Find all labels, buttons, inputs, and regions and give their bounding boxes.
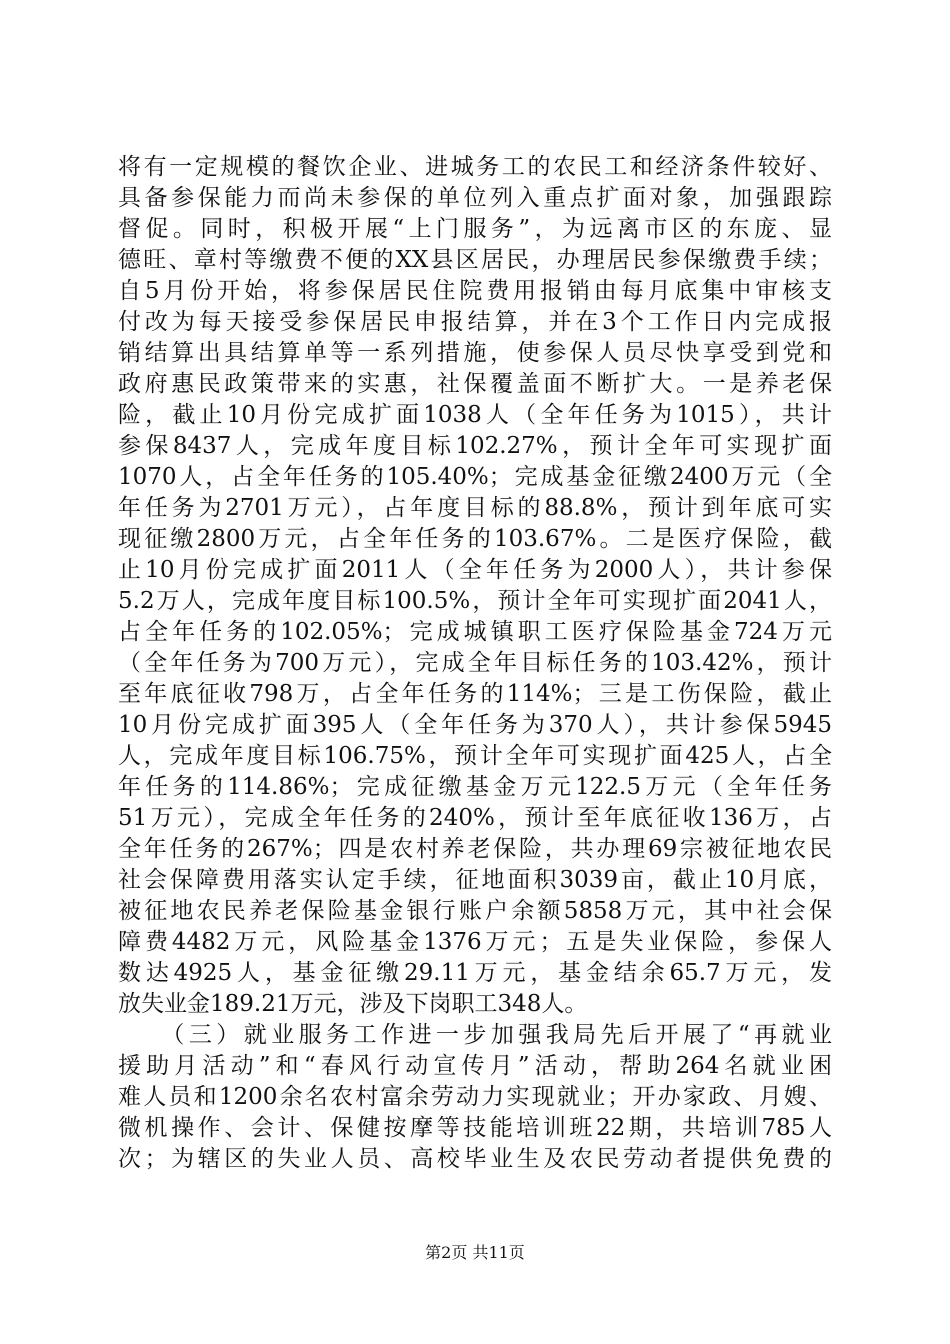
text-line-18: 至年底征收798万，占全年任务的114%；三是工伤保险，截止 [118,681,832,707]
body-text [118,152,832,1175]
text-line-14: 止10月份完成扩面2011人（全年任务为2000人），共计参保 [118,557,832,583]
text-line-10: 参保8437人，完成年度目标102.27%，预计全年可实现扩面 [118,433,832,459]
text-line-5: 自5月份开始，将参保居民住院费用报销由每月底集中审核支 [118,278,832,304]
text-line-25: 被征地农民养老保险基金银行账户余额5858万元，其中社会保 [118,898,832,924]
text-line-19: 10月份完成扩面395人（全年任务为370人），共计参保5945 [118,712,832,738]
text-line-28: 放失业金189.21万元，涉及下岗职工348人。 [118,991,588,1017]
text-line-27: 数达4925人，基金征缴29.11万元，基金结余65.7万元，发 [118,960,832,986]
text-line-15: 5.2万人，完成年度目标100.5%，预计全年可实现扩面2041人， [118,588,832,614]
text-line-31: 难人员和1200余名农村富余劳动力实现就业；开办家政、月嫂、 [118,1084,832,1110]
text-line-3: 督促。同时，积极开展“上门服务”，为远离市区的东庞、显 [118,216,832,242]
text-line-8: 政府惠民政策带来的实惠，社保覆盖面不断扩大。一是养老保 [118,371,832,397]
text-line-7: 销结算出具结算单等一系列措施，使参保人员尽快享受到党和 [118,340,832,366]
text-line-20: 人，完成年度目标106.75%，预计全年可实现扩面425人，占全 [118,743,832,769]
text-line-6: 付改为每天接受参保居民申报结算，并在3个工作日内完成报 [118,309,832,335]
text-line-9: 险，截止10月份完成扩面1038人（全年任务为1015），共计 [118,402,832,428]
text-line-22: 51万元），完成全年任务的240%，预计至年底征收136万，占 [118,805,832,831]
text-line-32: 微机操作、会计、保健按摩等技能培训班22期，共培训785人 [118,1115,832,1141]
text-line-1: 将有一定规模的餐饮企业、进城务工的农民工和经济条件较好、 [118,154,832,180]
page-number-footer: 第2页 共11页 [425,1243,525,1262]
text-line-29: （三）就业服务工作进一步加强我局先后开展了“再就业 [118,1022,832,1048]
text-line-30: 援助月活动”和“春风行动宣传月”活动，帮助264名就业困 [118,1053,832,1079]
text-line-33: 次；为辖区的失业人员、高校毕业生及农民劳动者提供免费的 [118,1146,832,1172]
text-line-13: 现征缴2800万元，占全年任务的103.67%。二是医疗保险，截 [118,526,832,552]
text-line-11: 1070人，占全年任务的105.40%；完成基金征缴2400万元（全 [118,464,832,490]
text-line-2: 具备参保能力而尚未参保的单位列入重点扩面对象，加强跟踪 [118,185,832,211]
text-line-4: 德旺、章村等缴费不便的XX县区居民，办理居民参保缴费手续； [118,247,832,273]
text-line-21: 年任务的114.86%；完成征缴基金万元122.5万元（全年任务 [118,774,832,800]
text-line-24: 社会保障费用落实认定手续，征地面积3039亩，截止10月底， [118,867,832,893]
text-line-23: 全年任务的267%；四是农村养老保险，共办理69宗被征地农民 [118,836,832,862]
text-line-17: （全年任务为700万元），完成全年目标任务的103.42%，预计 [118,650,832,676]
text-line-26: 障费4482万元，风险基金1376万元；五是失业保险，参保人 [118,929,832,955]
text-line-16: 占全年任务的102.05%；完成城镇职工医疗保险基金724万元 [118,619,832,645]
text-line-12: 年任务为2701万元），占年度目标的88.8%，预计到年底可实 [118,495,832,521]
